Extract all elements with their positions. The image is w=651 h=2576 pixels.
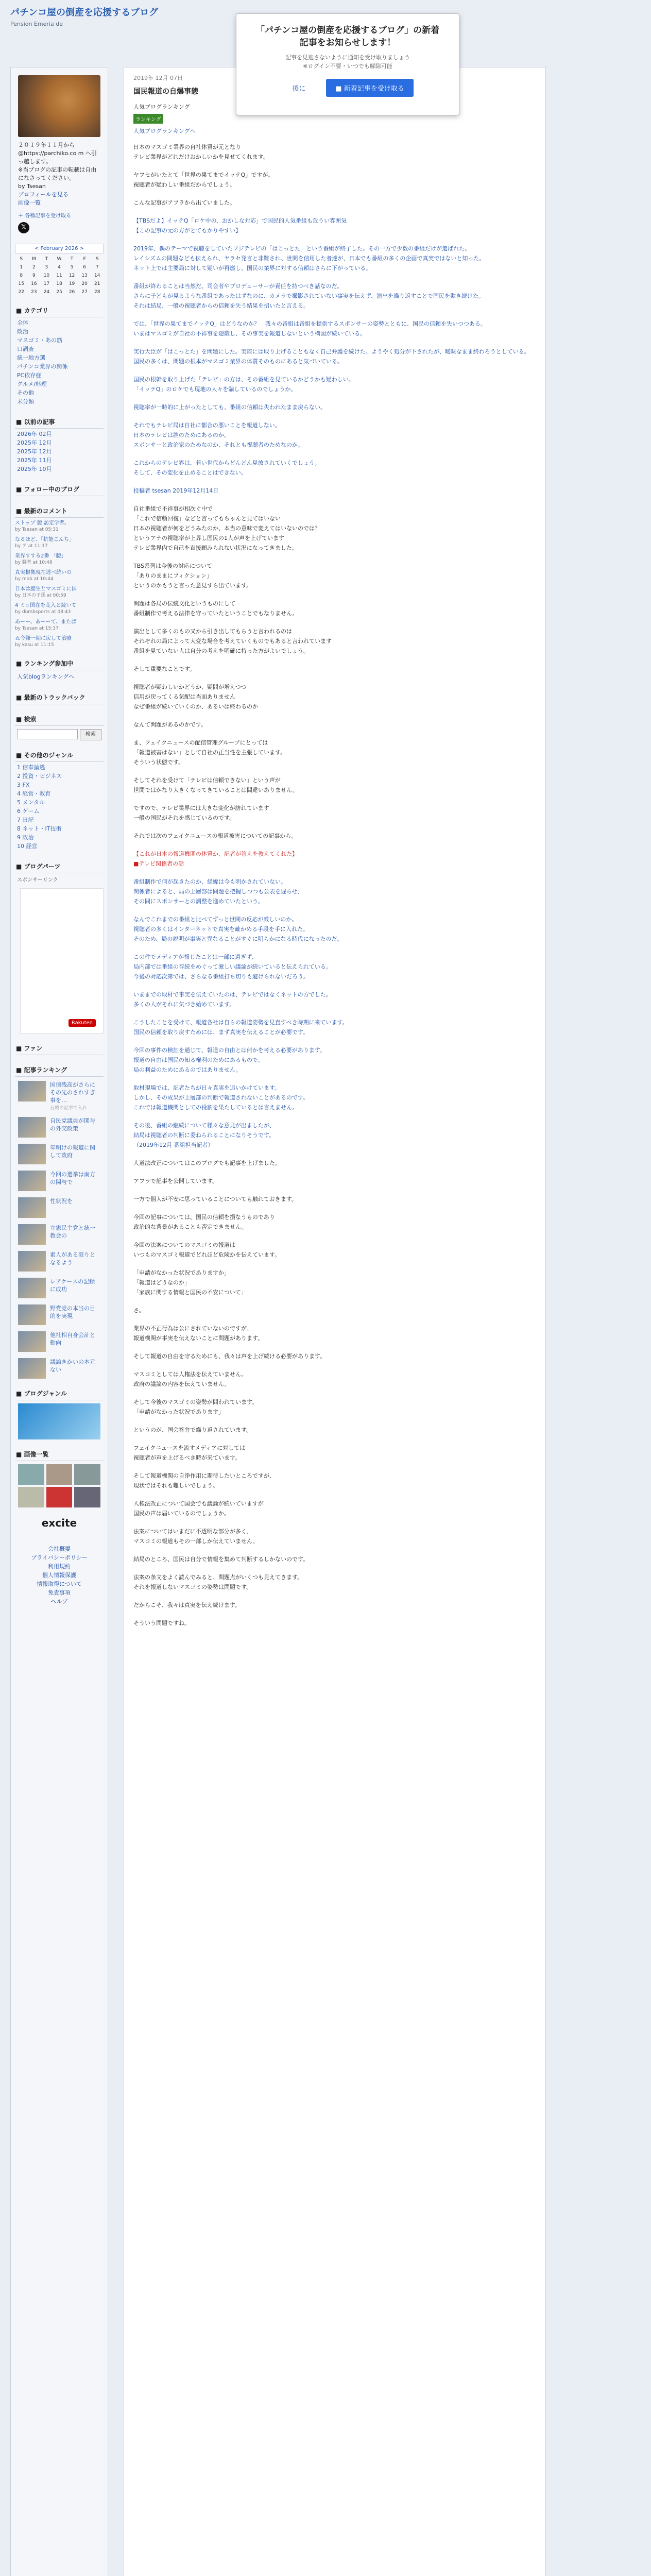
genre-item <box>17 789 101 798</box>
post-ranking-title[interactable]: 国債残高がさらにその先のされすぎ事を… <box>50 1081 95 1104</box>
post-paragraph: こんな記事がアフラから出ていました。 <box>133 199 235 206</box>
calendar-date[interactable]: 24 <box>43 290 50 295</box>
post-paragraph: では、「世界の果てまでイッテQ」はどうなのか？ 我々の番組は番組を提供するスポンサーの姿勢とともに、国民の信頼を失いつつある。 いまはマスゴミが自社の不祥事を隠蔽し、その事実を報道しないという構図が続いている。 <box>133 320 486 337</box>
post-ranking-item[interactable] <box>18 1304 100 1325</box>
category-link[interactable]: 口調査 <box>17 346 34 352</box>
post-paragraph: 結局のところ、国民は自分で情報を集めて判断するしかないのです。 <box>133 1556 309 1563</box>
blog-subtitle: Pension Emeria de <box>10 21 63 27</box>
post-ranking-thumb <box>18 1331 46 1352</box>
post-ranking-thumb <box>18 1251 46 1272</box>
genre-link[interactable]: 9 政治 <box>17 834 34 841</box>
rank-badge: ランキング <box>133 114 163 124</box>
post-paragraph: 業界の不正行為は公にされていないのですが、 報道機関が事実を伝えないことに問題があります。 <box>133 1325 264 1342</box>
footer-nav <box>11 1545 108 1606</box>
profile-image[interactable] <box>18 75 100 137</box>
post-paragraph: ま、フェイクニュースの配信管理グループにとっては 「報道被害はない」として自社の正当性を主張しています。 そういう状態です。 <box>133 739 286 766</box>
post-paragraph: その後、番組の継続について様々な意見が出ましたが、 結局は視聴者の判断に委ねられることになりそうです。 （2019年12月 番組担当記者） <box>133 1122 275 1148</box>
post-ranking-title[interactable]: 自民党議員が関与の外交政策 <box>50 1117 95 1132</box>
category-link[interactable]: グルメ/料理 <box>17 381 47 387</box>
post-paragraph: なんでこれまでの番組と比べてずっと世間の反応が厳しいのか。 視聴者の多くはインターネットで真実を確かめる手段を手に入れた。 そのため、局の説明が事実と異なることがすぐに明らかになる時代になったのだ。 <box>133 916 343 942</box>
genre-item <box>17 807 101 816</box>
folder-icon: ■ <box>16 307 24 314</box>
calendar-date[interactable]: 3 <box>45 265 48 270</box>
post-paragraph: 法案の条文をよく読んでみると、問題点がいくつも見えてきます。 それを報道しないマスゴミの姿勢は問題です。 <box>133 1574 303 1590</box>
calendar-date[interactable]: 28 <box>94 290 100 295</box>
comment-title[interactable]: 真実根拠現在述べ続いの <box>15 570 72 575</box>
comment-meta: by 日本の子孫 at 00:59 <box>15 593 66 598</box>
category-heading: ■ カテゴリ <box>15 305 104 317</box>
genre-link[interactable]: 7 日記 <box>17 817 34 823</box>
blog-genre-section <box>15 1388 104 1439</box>
search-input[interactable] <box>17 729 78 739</box>
footer-nav-link[interactable]: プライバシーポリシー <box>31 1554 88 1561</box>
archive-link[interactable]: 2025年 10月 <box>17 466 52 472</box>
comment-meta: by Tsesan at 05:31 <box>15 527 59 532</box>
genre-link[interactable]: 6 ゲーム <box>17 808 40 815</box>
category-item <box>17 380 101 388</box>
post-paragraph: これからのテレビ界は、若い世代からどんどん見放されていくでしょう。 そして、その変化を止めることはできない。 <box>133 460 320 476</box>
comment-meta: by kasu at 11:15 <box>15 642 54 648</box>
blogparts-heading: ■ ブログパーツ <box>15 861 104 873</box>
folder-icon: ■ <box>16 752 24 759</box>
comment-item <box>15 635 104 649</box>
post-paragraph: 番組制作で何が起きたのか、経緯は今も明かされていない。 関係者によると、局の上層部は問題を把握しつつも公表を遅らせ、 その間にスポンサーとの調整を進めていたという。 <box>133 878 303 905</box>
post-date: 2019年 12月 07日 <box>133 75 183 81</box>
post-paragraph: というのが、国会答弁で繰り返されています。 <box>133 1427 252 1433</box>
post-ranking-thumb <box>18 1358 46 1379</box>
folder-icon: ■ <box>16 1066 24 1074</box>
image-grid <box>18 1464 100 1507</box>
post-ranking-thumb <box>18 1144 46 1164</box>
ranking-section <box>15 658 104 683</box>
ad-brand-logo: Rakuten <box>68 1019 96 1027</box>
post-paragraph: いままでの取材で事実を伝えていたのは、テレビではなくネットの方でした。 多くの人がそれに気づき始めています。 <box>133 991 332 1008</box>
category-item <box>17 318 101 327</box>
post-ranking-thumb <box>18 1197 46 1218</box>
comment-title[interactable]: なるほど、「抗能ごんち」 <box>15 537 74 543</box>
genre-heading: ■ その他のジャンル <box>15 750 104 762</box>
footer-nav-link[interactable]: 利用規約 <box>48 1563 71 1570</box>
comment-title[interactable]: ストップ 腰 訪定学者。 <box>15 520 70 526</box>
post-paragraph: 演出として多くのもの又から引き出してもらうと言われるのは それぞれの局によって大変な場合を考えていくものでもあると言われています 番組を見ていない人は自分の考えを明確に持った方がよいでしょう。 <box>133 628 332 654</box>
calendar-date[interactable]: 26 <box>68 290 75 295</box>
archive-item <box>17 465 101 473</box>
calendar-date[interactable]: 12 <box>68 273 75 278</box>
category-link[interactable]: PC依存症 <box>17 372 42 379</box>
footer-nav-link[interactable]: 情報取得について <box>37 1581 82 1587</box>
comment-title[interactable]: 日本は腰生とマスゴミに国 <box>15 586 77 592</box>
post-paragraph: 投稿者 tsesan 2019年12月14日 <box>133 487 219 494</box>
archive-item <box>17 456 101 465</box>
excite-logo[interactable]: excite <box>41 1517 77 1529</box>
post-paragraph: 一方で個人が不安に思っていることについても触れておきます。 <box>133 1196 297 1202</box>
post-ranking-thumb <box>18 1081 46 1101</box>
comment-item <box>15 586 104 599</box>
image-thumb[interactable] <box>18 1464 44 1485</box>
genre-link[interactable]: 3 FX <box>17 782 30 788</box>
image-thumb[interactable] <box>74 1464 100 1485</box>
x-icon[interactable]: 𝕏 <box>18 222 29 233</box>
category-link[interactable]: 未分類 <box>17 398 34 405</box>
genre-item <box>17 772 101 781</box>
genre-link[interactable]: 10 経営 <box>17 843 38 850</box>
category-item <box>17 397 101 406</box>
post-ranking-title[interactable]: 年明けの報道に関して政府 <box>50 1144 95 1159</box>
post-ranking-item[interactable] <box>18 1331 100 1352</box>
category-item <box>17 345 101 353</box>
post-paragraph: そういう問題ですね。 <box>133 1620 190 1626</box>
profile-link[interactable]: プロフィールを見る <box>18 191 68 198</box>
post-paragraph: 視聴率が一時的に上がったとしても、番組の信頼は失われたまま戻らない。 <box>133 404 326 411</box>
post-ranking-list <box>15 1081 104 1379</box>
post-ranking-thumb <box>18 1171 46 1191</box>
calendar-date[interactable]: 22 <box>18 290 24 295</box>
folder-icon: ■ <box>16 1045 24 1052</box>
comment-item <box>15 553 104 566</box>
calendar-day-label: M <box>31 257 36 262</box>
notification-body-2: ※ログイン不要・いつでも解除可能 <box>303 63 392 70</box>
notification-title: 「パチンコ屋の倒産を応援するブログ」の新着記事をお知らせします！ <box>255 25 440 48</box>
genre-item <box>17 842 101 851</box>
calendar-date[interactable]: 13 <box>81 273 88 278</box>
post-ranking-thumb <box>18 1278 46 1298</box>
post-paragraph: マスコミとしては人権法を伝えていません。 政府の議論の内容を伝えていません。 <box>133 1371 247 1387</box>
post-ranking-item[interactable] <box>18 1251 100 1272</box>
post-paragraph: 人道法改正についてはこのブログでも記事を上げました。 <box>133 1160 281 1166</box>
post-paragraph: それでは次のフェイクニュースの報道被害についての記事から。 <box>133 833 297 839</box>
category-link[interactable]: その他 <box>17 389 34 396</box>
genre-link[interactable]: 5 メンタル <box>17 799 45 806</box>
genre-item <box>17 816 101 824</box>
calendar-date[interactable]: 6 <box>83 265 86 270</box>
folder-icon: ■ <box>16 863 24 870</box>
post-paragraph: 問題は各局の伝統文化というものにして 番組制作で考える法律を守っていたということでもなりません。 <box>133 600 298 617</box>
genre-item <box>17 824 101 833</box>
fan-heading: ■ ファン <box>15 1043 104 1055</box>
calendar-date[interactable]: 16 <box>31 281 37 286</box>
comment-meta: by Tsesan at 15:37 <box>15 626 59 631</box>
folder-icon: ■ <box>16 418 24 426</box>
post-paragraph: そして重要なことです。 <box>133 666 196 672</box>
post-paragraph: 「申請がなかった状況でありますか」 「報道はどうなのか」 「家族に関する情報と国民の不安について」 <box>133 1269 247 1296</box>
post-paragraph: 視聴者が疑わしいかどうか、疑問が増えつつ 信用が戻ってくる気配は当面ありません なぜ番組が続いていくのか、あるいは終わるのか <box>133 684 258 710</box>
archive-item <box>17 447 101 456</box>
calendar-date[interactable]: 8 <box>20 273 23 278</box>
post-paragraph: そして報道機関の自浄作用に期待したいところですが、 現状ではそれも難しいでしょう。 <box>133 1472 275 1489</box>
post-ranking-title[interactable]: 立憲民主党と統一教会の <box>50 1225 95 1239</box>
notification-body-1: 記事を見逃さないように通知を受け取りましょう <box>285 54 410 61</box>
post-paragraph: ですので、テレビ業界には大きな変化が訪れています 一般の国民がそれを感じているのです。 <box>133 805 269 821</box>
fan-section <box>15 1043 104 1055</box>
post-ranking-thumb <box>18 1117 46 1138</box>
archive-item <box>17 430 101 438</box>
genre-section <box>15 750 104 852</box>
calendar-date[interactable]: 4 <box>58 265 61 270</box>
calendar-date[interactable]: 17 <box>43 281 50 286</box>
post-paragraph: TBS系列は今後の対応について 「ありのままにフィクション」 というのかもうと言った意見すら出ています。 <box>133 563 252 589</box>
calendar-day-label: W <box>57 257 62 262</box>
post-ranking-sub: 五穀の記事で入れ <box>50 1106 88 1111</box>
post-paragraph: それでもテレビ局は自社に都合の悪いことを報道しない。 日本のテレビは誰のためにあるのか。 スポンサーと政治家のためなのか、それとも視聴者のためなのか。 <box>133 422 303 448</box>
comment-meta: by ア at 11:17 <box>15 544 48 549</box>
calendar-header[interactable]: < February 2026 > <box>15 244 104 253</box>
post-paragraph: 取材現場では、記者たちが日々真実を追いかけています。 しかし、その成果が上層部の判断で報道されないことがあるのです。 これでは報道機関としての役割を果たしているとは言えません。 <box>133 1084 309 1111</box>
footer-nav-link[interactable]: ヘルプ <box>50 1598 68 1605</box>
category-item <box>17 371 101 380</box>
calendar-date[interactable]: 20 <box>81 281 88 286</box>
category-item <box>17 327 101 336</box>
archive-item <box>17 438 101 447</box>
rank-label: 人気ブログランキング <box>133 104 190 110</box>
post-paragraph: この件でメディアが報じたことは一部に過ぎず、 局内部では番組の存続をめぐって激しい議論が続いていると伝えられている。 今後の対応次第では、さらなる番組打ち切りも避けられないだろう。 <box>133 954 332 980</box>
profile-text <box>18 141 100 207</box>
post-ranking-thumb <box>18 1304 46 1325</box>
calendar-date[interactable]: 23 <box>31 290 37 295</box>
comment-title[interactable]: 業界すする2番 「腰」 <box>15 553 66 559</box>
ad-box[interactable] <box>20 888 104 1033</box>
calendar-date[interactable]: 14 <box>94 273 100 278</box>
image-thumb[interactable] <box>46 1464 73 1485</box>
post-ranking-item[interactable] <box>18 1197 100 1218</box>
comment-item <box>15 619 104 632</box>
comments-heading: ■ 最新のコメント <box>15 505 104 518</box>
genre-link[interactable]: 4 経営・教育 <box>17 790 51 797</box>
post-paragraph: そして今後のマスゴミの姿勢が問われています。 「申請がなかった状況であります」 <box>133 1399 258 1415</box>
post-paragraph: 日本のマスゴミ業界の自社体質が元となり テレビ業界がどれだけおかしいかを見せてくれます。 <box>133 144 269 160</box>
archive-link[interactable]: 2026年 02月 <box>17 431 52 437</box>
archive-list <box>15 429 104 474</box>
post-paragraph: だからこそ、我々は真実を伝え続けます。 <box>133 1602 241 1608</box>
post-paragraph: 今回の法案についてのマスゴミの報道は いつものマスゴミ報道でどれほど危険かを伝えています。 <box>133 1242 281 1258</box>
main-content <box>124 67 546 2576</box>
category-link[interactable]: 統一地方選 <box>17 354 45 361</box>
image-thumb[interactable] <box>18 1487 44 1507</box>
archive-section <box>15 416 104 474</box>
blog-title[interactable]: パチンコ屋の倒産を応援するブログ <box>10 7 159 18</box>
image-thumb[interactable] <box>46 1487 73 1507</box>
folder-icon: ■ <box>16 486 24 493</box>
calendar-date[interactable]: 5 <box>70 265 74 270</box>
genre-item <box>17 763 101 772</box>
folder-icon: ■ <box>16 716 24 723</box>
calendar-date[interactable]: 21 <box>94 281 100 286</box>
post-paragraph: さ。 <box>133 1307 145 1314</box>
post-paragraph: そしてそれを受けて「テレビは信頼できない」という声が 世間ではかなり大きくなってきていることは間違いありません。 <box>133 777 298 793</box>
genre-item <box>17 798 101 807</box>
post-paragraph: 番組が終わることは当然だ。司会者やプロデューサーが責任を持つべき話なのだ。 さらに子どもが見るような番組であったはずなのに、カメラで撮影されていない事実を伝えず、演出を繰り返すことで国民を欺き続けた。 それは結局、一般の視聴者からの信頼を失う結果を招いたと言える。 <box>133 283 485 309</box>
post-ranking-item[interactable] <box>18 1358 100 1379</box>
post-ranking-item[interactable] <box>18 1171 100 1191</box>
category-link[interactable]: マスゴミ・あの筋 <box>17 337 62 344</box>
post-ranking-title[interactable]: 素人がある限りとなるよう <box>50 1251 95 1266</box>
category-item <box>17 388 101 397</box>
post-ranking-title[interactable]: レアケースの記録に成功 <box>50 1278 95 1293</box>
notification-dialog <box>236 13 459 115</box>
category-link[interactable]: パチンコ業界の関係 <box>17 363 68 370</box>
blogparts-section <box>15 861 104 1033</box>
category-item <box>17 353 101 362</box>
calendar-day-label: S <box>95 257 99 262</box>
archive-link[interactable]: 2025年 12月 <box>17 448 52 455</box>
calendar-date[interactable]: 9 <box>32 273 36 278</box>
sponsor-label: スポンサーリンク <box>17 877 58 883</box>
calendar-day-label: T <box>45 257 48 262</box>
post-ranking-title[interactable]: 野党党の本当の目的を実現 <box>50 1305 95 1319</box>
category-section <box>15 305 104 407</box>
follow-blog-section <box>15 484 104 496</box>
genre-link[interactable]: 8 ネット・IT技術 <box>17 825 62 832</box>
footer-nav-link[interactable]: 個人情報保護 <box>42 1572 76 1579</box>
search-button[interactable]: 検索 <box>80 729 101 740</box>
calendar-day-label: S <box>20 257 23 262</box>
category-item <box>17 362 101 371</box>
category-list <box>15 317 104 407</box>
comment-item <box>15 602 104 616</box>
comment-title[interactable]: 五今嫌一期に戻して治療 <box>15 636 72 641</box>
comment-item <box>15 569 104 583</box>
genre-link[interactable]: 1 信奉論逃 <box>17 764 45 771</box>
comments-list <box>15 520 104 649</box>
folder-icon: ■ <box>16 1451 24 1458</box>
bell-icon: ■ <box>335 85 344 93</box>
follow-blog-heading: ■ フォロー中のブログ <box>15 484 104 496</box>
comment-meta: by mob at 10:44 <box>15 577 54 582</box>
folder-icon: ■ <box>16 507 24 515</box>
notification-cancel-button[interactable]: 後に <box>282 79 316 97</box>
search-section <box>15 714 104 740</box>
folder-icon: ■ <box>16 694 24 701</box>
comment-item <box>15 520 104 533</box>
post-paragraph: 人権法改正について国会でも議論が続いていますが 国民の声は届いているのでしょうか。 <box>133 1500 264 1517</box>
sidebar <box>10 67 108 2576</box>
post-ranking-thumb <box>18 1224 46 1245</box>
ranking-link[interactable]: 人気blogランキングへ <box>17 673 75 680</box>
comments-section <box>15 505 104 649</box>
calendar-date[interactable]: 11 <box>56 273 62 278</box>
post-paragraph: フェイクニュースを流すメディアに対しては 視聴者が声を上げるべき時が来ています。 <box>133 1445 246 1461</box>
notification-accept-label: 新着記事を受け取る <box>344 85 404 93</box>
category-link[interactable]: 全体 <box>17 319 28 326</box>
calendar-grid <box>15 257 104 295</box>
post-paragraph: こうしたことを受けて、報道各社は自らの報道姿勢を見直すべき時期に来ています。 国民の信頼を取り戻すためには、まず真実を伝えることが必要です。 <box>133 1019 348 1036</box>
rank-sub-link[interactable]: 人気ブログランキングへ <box>133 128 196 134</box>
comment-item <box>15 536 104 550</box>
post-paragraph: 2019年、偶のテーマで視聴をしていたフジテレビの「はこっとた」という番組が終了した。その一方で少数の番組だけが選ばれた。 レイシズムの問題なども伝えられ、ヤラセ発言と非難され、世間を信用した者達が、日本でも番組の多くの企画で真実ではないと知った。 ネット上では主要局に対して疑いが再燃し、国民の業界に対する信頼はさらに下がっている。 <box>133 245 485 272</box>
post-ranking-heading: ■ 記事ランキング <box>15 1064 104 1077</box>
calendar-date[interactable]: 10 <box>43 273 50 278</box>
post-ranking-section <box>15 1064 104 1379</box>
post-ranking-item[interactable] <box>18 1224 100 1245</box>
archive-link[interactable]: 2025年 11月 <box>17 457 52 464</box>
calendar-date[interactable]: 18 <box>56 281 62 286</box>
post-body <box>133 142 536 1628</box>
calendar-date[interactable]: 1 <box>20 265 23 270</box>
ranking-heading: ■ ランキング参加中 <box>15 658 104 670</box>
post-paragraph: 自社番組で不祥事が相次ぐ中で 「これで信頼回復」などと言ってもちゃんと見てはいない 日本の視聴者が何をどうみたのか、本当の意味で変えてはいないのでは？ というアナの視聴率が上昇し国民の1人が声を上げています テレビ業界内で自己を直接顧みられない状況になってきました。 <box>133 505 320 551</box>
post-paragraph: ヤフセがいたとて「世界の果てまでイッテQ」ですが。 視聴者が疑わしい番組だからでしょう。 <box>133 172 274 188</box>
image-list-heading: ■ 画像一覧 <box>15 1449 104 1461</box>
blog-genre-banner[interactable] <box>18 1403 100 1439</box>
category-link[interactable]: 政治 <box>17 328 28 335</box>
folder-icon: ■ <box>16 1390 24 1397</box>
calendar-date[interactable]: 2 <box>32 265 36 270</box>
search-heading: ■ 検索 <box>15 714 104 726</box>
post-ranking-title[interactable]: 議論きかいの本元ない <box>50 1359 95 1373</box>
calendar-date[interactable]: 25 <box>56 290 62 295</box>
archive-heading: ■ 以前の記事 <box>15 416 104 429</box>
follow-link[interactable]: ＋ 各種記事を受け取る <box>18 213 72 219</box>
post-paragraph: 今回の事件の検証を通じて、報道の自由とは何かを考える必要があります。 報道の自由は国民の知る権利のためにあるもので、 局の利益のためにあるのではありません。 <box>133 1047 326 1073</box>
folder-icon: ■ <box>16 660 24 667</box>
comment-title[interactable]: あーー、あーーて、またば <box>15 619 77 625</box>
post-paragraph: 実行大臣が「はこっとた」を問題にした。実際には取り上げることもなく自己弁護を続けた。ようやく処分が下されたが、曖昧なまま終わろうとしている。 国民の多くは、問題の根本がマスゴミ業界の体質そのものにあると気づいている。 <box>133 348 530 365</box>
post-paragraph: 法案についてはいまだに不透明な部分が多く、 マスコミの報道もその一部しか伝えていません。 <box>133 1528 259 1545</box>
calendar-date[interactable]: 19 <box>68 281 75 286</box>
post-ranking-item[interactable] <box>18 1081 100 1111</box>
post-ranking-item[interactable] <box>18 1117 100 1138</box>
genre-list <box>15 762 104 852</box>
post-ranking-title[interactable]: 性状況を <box>50 1198 73 1205</box>
comment-meta: by dumbsports at 08:43 <box>15 609 71 615</box>
post-ranking-item[interactable] <box>18 1144 100 1164</box>
calendar-day-label: T <box>70 257 74 262</box>
post-paragraph: なんて問題があるのかです。 <box>133 721 207 728</box>
image-list-link[interactable]: 画像一覧 <box>18 199 41 206</box>
calendar-date[interactable]: 7 <box>95 265 99 270</box>
comment-meta: by 腰者 at 10:48 <box>15 560 53 565</box>
post-paragraph: アフラで記事を公開しています。 <box>133 1178 218 1184</box>
trackback-heading: ■ 最新のトラックバック <box>15 692 104 704</box>
post-ranking-item[interactable] <box>18 1278 100 1298</box>
post-paragraph: 【これが日本の報道機関の体質か、記者が答えを教えてくれた】 ■テレビ関係者の話 <box>133 851 298 867</box>
genre-link[interactable]: 2 投資・ビジネス <box>17 773 62 779</box>
calendar-date[interactable]: 27 <box>81 290 88 295</box>
post-paragraph: そして報道の自由を守るためにも、我々は声を上げ続ける必要があります。 <box>133 1353 326 1360</box>
trackback-section <box>15 692 104 704</box>
comment-title[interactable]: 4 ミュ国在を乱入と続いて <box>15 603 77 608</box>
post-ranking-title[interactable]: 今回の選挙は南方の関与で <box>50 1171 95 1185</box>
post-paragraph: 今回の記事については、国民の信頼を損なうものであり 政治的な背景があることも否定できません。 <box>133 1214 275 1230</box>
calendar <box>15 244 104 295</box>
post-paragraph: 国民の根幹を取り上げた「テレビ」の方は、その番組を見ているかどうかも疑わしい。 「イッテQ」のロケでも現地の人々を騙しているのでしょうか。 <box>133 376 354 393</box>
post-paragraph: 【TBSだよ】イッテQ「ロケ中の、おかしな対応」で国民的人気番組も危うい雰囲気 【この記事の元の方がとてもかりやすい】 <box>133 217 347 234</box>
category-item <box>17 336 101 345</box>
blog-genre-heading: ■ ブログジャンル <box>15 1388 104 1400</box>
genre-item <box>17 781 101 789</box>
image-thumb[interactable] <box>74 1487 100 1507</box>
post-ranking-title[interactable]: 他社相自身会計と動向 <box>50 1332 95 1346</box>
genre-item <box>17 833 101 842</box>
notification-accept-button[interactable] <box>326 79 413 97</box>
archive-link[interactable]: 2025年 12月 <box>17 439 52 446</box>
post-title[interactable]: 国民報道の自爆事態 <box>133 88 198 96</box>
calendar-date[interactable]: 15 <box>18 281 24 286</box>
footer-nav-link[interactable]: 免責事項 <box>48 1589 71 1596</box>
footer-nav-link[interactable]: 会社概要 <box>48 1546 71 1552</box>
image-list-section <box>15 1449 104 1507</box>
profile-description: ２０１９年１１月から@https://parchiko.co m へ引っ越します。 ※当ブログの記事の転載は自由になさってください。 by Tsesan <box>18 142 97 190</box>
calendar-day-label: F <box>83 257 86 262</box>
